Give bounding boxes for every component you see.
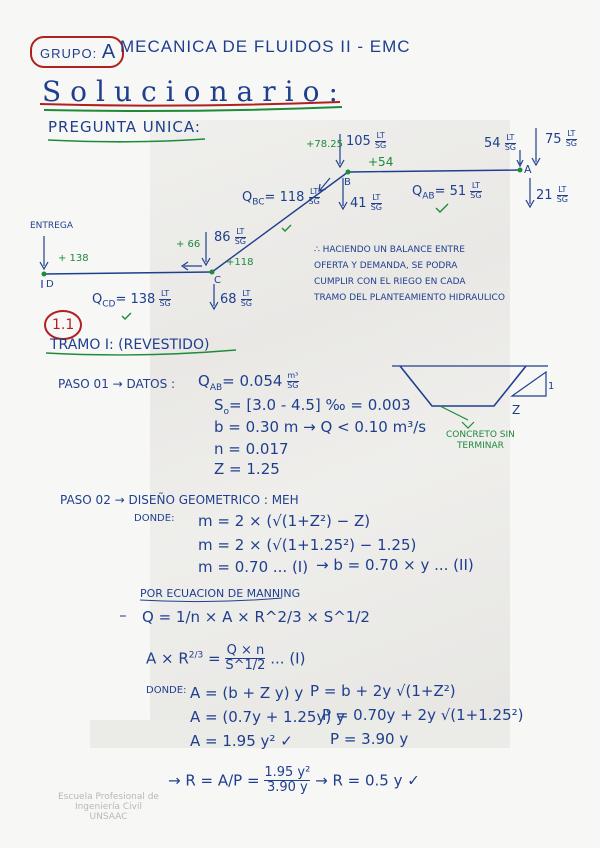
data-slope: $S_o= [3.0 - 4.5]$ ‰ = 0.003	[214, 396, 411, 417]
entrega-label: ENTREGA	[30, 221, 73, 231]
node-c-label: C	[214, 275, 221, 286]
eq-a1: A = (b + Z y) y	[190, 684, 304, 702]
data-b: b = 0.30 m → Q < 0.10 m³/s	[214, 418, 427, 436]
data-z: Z = 1.25	[214, 460, 280, 478]
d-plus-138: + 138	[58, 253, 89, 264]
page-title: Solucionario:	[42, 75, 347, 108]
c-plus-66: + 66	[176, 239, 201, 250]
a-inflow-value: 75 $\frac{LT}{SG}$	[545, 129, 577, 148]
data-q: $Q_{AB}= 0.054$ $\frac{\text{m³}}{SG}$	[198, 371, 299, 393]
paso1-label: PASO 01 → DATOS :	[58, 377, 176, 391]
section-badge: 1.1	[52, 317, 75, 333]
c-top-value: 86 $\frac{LT}{SG}$	[214, 227, 246, 246]
grupo-label: GRUPO:	[40, 46, 98, 61]
donde-label-2: DONDE:	[146, 685, 187, 696]
node-d-label: D	[46, 279, 54, 290]
title-underline-green	[44, 107, 342, 111]
grupo-value: A	[101, 41, 117, 63]
q-bc-label: $Q_{BC}= 118$ $\frac{LT}{SG}$	[242, 187, 320, 208]
eq-m2: m = 2 × (√(1+1.25²) − 1.25)	[198, 536, 417, 554]
q-ab-label: $Q_{AB}= 51$ $\frac{LT}{SG}$	[412, 181, 482, 202]
tramo-heading: TRAMO I: (REVESTIDO)	[50, 337, 210, 353]
c-plus-118: +118	[226, 257, 254, 268]
node-a	[518, 168, 523, 173]
eq-p2: P = 0.70y + 2y √(1+1.25²)	[322, 706, 524, 724]
node-a-label: A	[524, 163, 532, 176]
node-b	[346, 170, 351, 175]
a-down-value: 21 $\frac{LT}{SG}$	[536, 185, 568, 204]
c-down-value: 68 $\frac{LT}{SG}$	[220, 289, 252, 308]
manning-label: POR ECUACION DE MANNING	[140, 587, 301, 600]
eq-p1: P = b + 2y √(1+Z²)	[310, 682, 456, 700]
b-plus-54: +54	[368, 155, 394, 169]
therefore-mark: ∴	[314, 245, 320, 255]
node-b-label: B	[344, 177, 351, 188]
eq-b: → b = 0.70 × y ... (II)	[316, 556, 474, 574]
channel-z-label: Z	[512, 403, 521, 417]
a-outflow-value: 54 $\frac{LT}{SG}$	[484, 133, 516, 152]
b-top-value: 105 $\frac{LT}{SG}$	[346, 131, 387, 150]
q-cd-label: $Q_{CD}= 138$ $\frac{LT}{SG}$	[92, 289, 171, 310]
data-n: n = 0.017	[214, 440, 289, 458]
channel-section	[400, 366, 526, 406]
channel-caption: CONCRETO SIN TERMINAR	[446, 430, 515, 451]
eq-manning: Q = 1/n × A × R^2/3 × S^1/2	[142, 608, 370, 626]
slope-triangle	[512, 372, 546, 396]
eq-m1: m = 2 × (√(1+Z²) − Z)	[198, 512, 371, 530]
eq-a3: A = 1.95 y² ✓	[190, 732, 293, 750]
balance-note: ∴ HACIENDO UN BALANCE ENTRE OFERTA Y DEMANDA, SE PODRA CUMPLIR CON EL RIEGO EN CADA TRAMO DEL PLANTEAMIENTO HIDRAULICO	[314, 245, 505, 303]
eq-ar: $A \times R^{2/3}$ = $\frac{Q \times n}{S\^{}1/2}$ ... (I)	[146, 643, 306, 674]
eq-r: → R = A/P = $\frac{\text{1.95 y²}}{3.90 y}$ → R = 0.5 y ✓	[168, 765, 420, 796]
eq-p3: P = 3.90 y	[330, 730, 409, 748]
subtitle-underline	[48, 139, 205, 142]
channel-one-label: 1	[548, 381, 555, 392]
eq-a2: A = (0.7y + 1.25y) y	[190, 708, 345, 726]
donde-label-1: DONDE:	[134, 513, 175, 524]
b-plus-78: +78.25	[306, 139, 344, 150]
page-subtitle: PREGUNTA UNICA:	[48, 118, 201, 136]
pipe-cd	[44, 272, 212, 274]
paso2-label: PASO 02 → DISEÑO GEOMETRICO : MEH	[60, 493, 299, 507]
node-c	[210, 270, 215, 275]
faded-stamp: Escuela Profesional de Ingeniería Civil UNSAAC	[58, 792, 159, 822]
course-title: MECANICA DE FLUIDOS II - EMC	[120, 37, 411, 56]
title-underline-red	[40, 102, 340, 106]
node-d	[42, 272, 47, 277]
b-down-value: 41 $\frac{LT}{SG}$	[350, 193, 382, 212]
eq-m3: m = 0.70 ... (I)	[198, 558, 309, 576]
pipe-ab	[348, 170, 520, 172]
